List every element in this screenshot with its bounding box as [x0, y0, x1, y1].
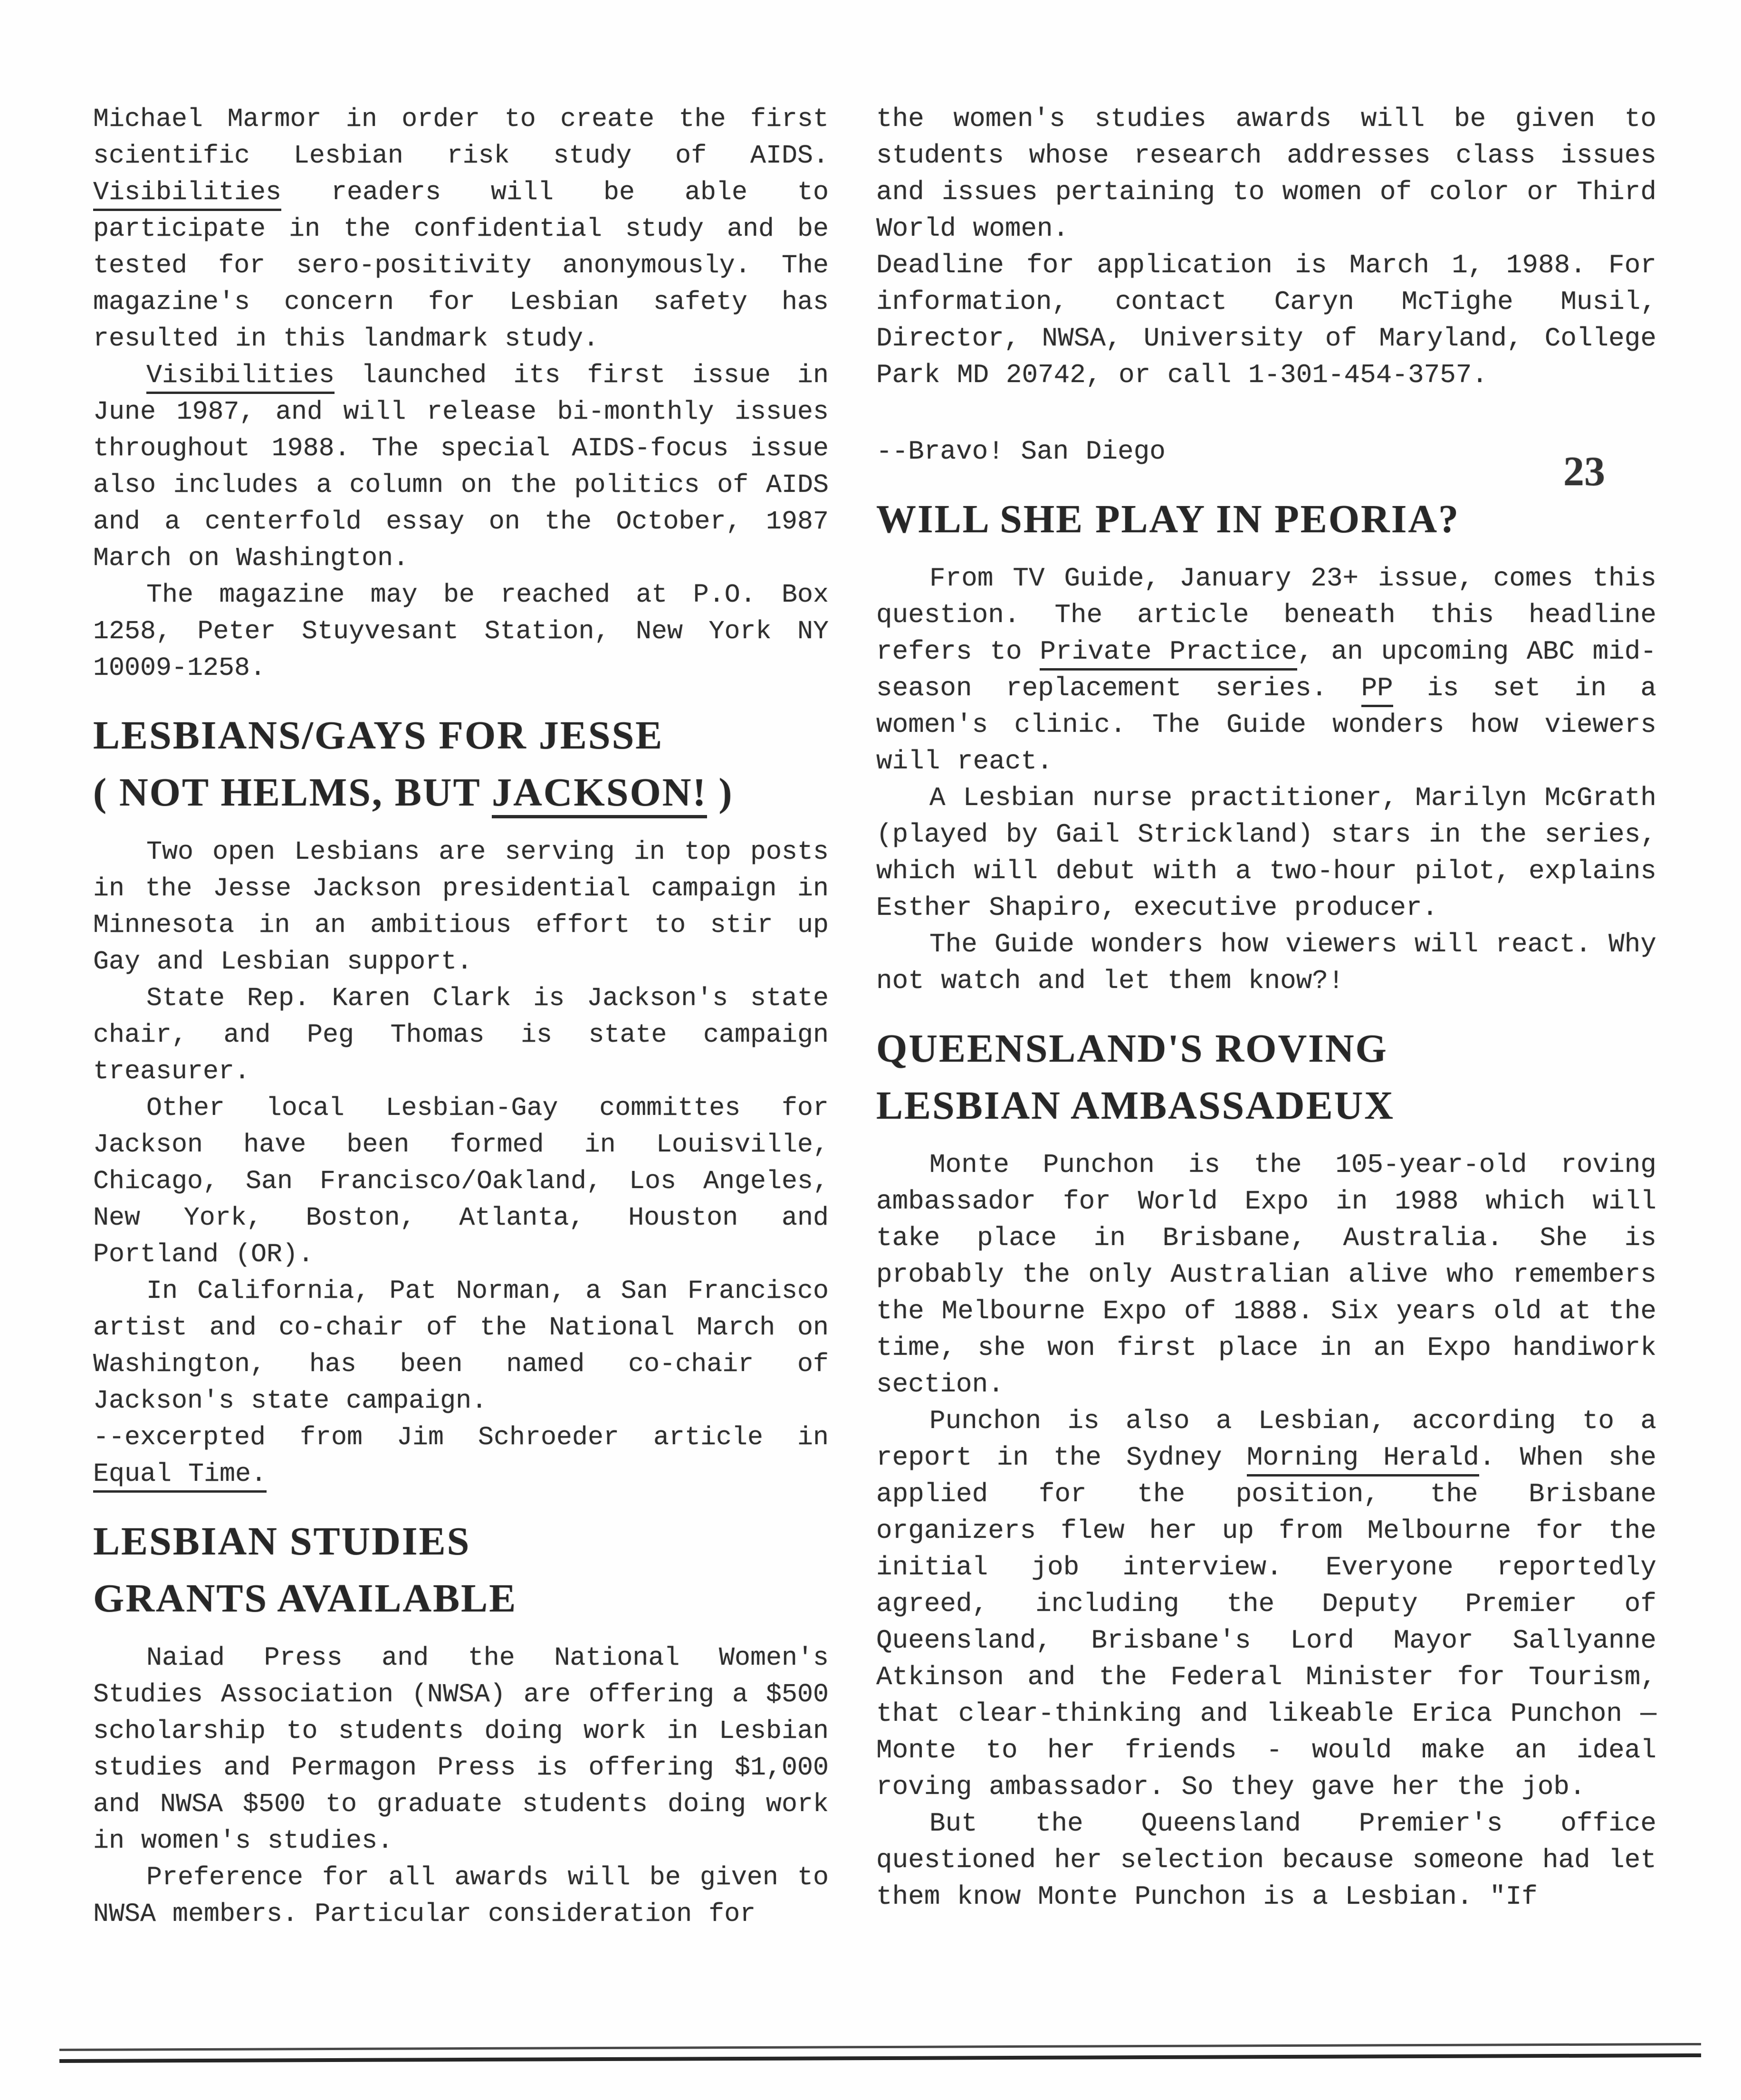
text-segment: Preference for all awards will be given to NWSA members. Particular consideration for [93, 1862, 829, 1929]
text-segment: Two open Lesbians are serving in top posts in the Jesse Jackson presidential campaign in Minnesota in an ambitious effort to stir up Gay and Lesbian support. [93, 837, 829, 977]
heading-line [93, 1570, 829, 1627]
section-heading [93, 1513, 829, 1627]
section-heading [876, 1020, 1656, 1134]
text-segment: The magazine may be reached at P.O. Box 1258, Peter Stuyvesant Station, New York NY 10009-1258. [93, 580, 829, 683]
body-paragraph [876, 101, 1656, 247]
underlined-title-text: Morning Herald [1247, 1442, 1479, 1477]
body-paragraph [876, 247, 1656, 393]
text-segment: Other local Lesbian-Gay committes for Jackson have been formed in Louisville, Chicago, San Francisco/Oakland, Los Angeles, New York, Boston, Atlanta, Houston and Portland (OR). [93, 1093, 829, 1269]
text-segment: State Rep. Karen Clark is Jackson's state chair, and Peg Thomas is state campaign treasurer. [93, 983, 829, 1086]
text-segment: Naiad Press and the National Women's Studies Association (NWSA) are offering a $500 scholarship to students doing work in Lesbian studies and Permagon Press is offering $1,000 and NWSA $500 to graduate students doing work in women's studies. [93, 1643, 829, 1856]
text-segment: is set in a women's clinic. The Guide wonders how viewers will react. [876, 673, 1656, 777]
right-column [876, 101, 1656, 1915]
body-paragraph [876, 1805, 1656, 1915]
text-segment: ( NOT HELMS, BUT [93, 770, 492, 815]
text-segment: From TV Guide, January 23+ issue, comes this question. The article beneath this headline refers to [876, 563, 1656, 667]
heading-line [93, 707, 829, 764]
section-heading [93, 707, 829, 821]
heading-line [93, 764, 829, 821]
attribution-line [876, 433, 1656, 470]
text-segment: LESBIAN STUDIES [93, 1519, 471, 1563]
text-segment: . When she applied for the position, the Brisbane organizers flew her up from Melbourne for the initial job interview. Everyone reportedly agreed, including the Deputy Premier of Queensland, Brisbane's Lord Mayor Sallyanne Atkinson and the Federal Minister for Tourism, that clear-thinking and likeable Erica Punchon —Monte to her friends - would make an ideal roving ambassador. So they gave her the job. [876, 1442, 1656, 1802]
underlined-title-text: Equal Time. [93, 1459, 267, 1493]
text-segment: Monte Punchon is the 105-year-old roving ambassador for World Expo in 1988 which will take place in Brisbane, Australia. She is probably the only Australian alive who remembers the Melbourne Expo of 1888. Six years old at the time, she won first place in an Expo handiwork section. [876, 1150, 1656, 1400]
underlined-title-text: Visibilities [146, 360, 335, 394]
body-paragraph [93, 1273, 829, 1419]
body-paragraph [876, 780, 1656, 926]
text-segment: Michael Marmor in order to create the first scientific Lesbian risk study of AIDS. [93, 104, 829, 171]
underlined-title-text: Visibilities [93, 177, 281, 211]
heading-line [876, 1020, 1656, 1077]
text-segment: ) [707, 770, 734, 815]
text-segment: But the Queensland Premier's office questioned her selection because someone had let them know Monte Punchon is a Lesbian. "If [876, 1808, 1656, 1912]
page-number: 23 [1563, 449, 1605, 495]
section-heading [876, 491, 1656, 548]
text-segment: The Guide wonders how viewers will react. Why not watch and let them know?! [876, 929, 1656, 996]
bottom-rule [59, 2043, 1701, 2063]
text-segment: QUEENSLAND'S ROVING [876, 1026, 1388, 1071]
text-segment: GRANTS AVAILABLE [93, 1576, 517, 1621]
text-segment: launched its first issue in June 1987, and will release bi-monthly issues throughout 1988. The special AIDS-focus issue also includes a column on the politics of AIDS and a centerfold essay on the October, 1987 March on Washington. [93, 360, 829, 573]
body-paragraph [93, 576, 829, 686]
text-segment: LESBIANS/GAYS FOR JESSE [93, 713, 664, 758]
text-segment: In California, Pat Norman, a San Francisco artist and co-chair of the National March on Washington, has been named co-chair of Jackson's state campaign. [93, 1276, 829, 1416]
body-paragraph [93, 980, 829, 1090]
body-paragraph [93, 1419, 829, 1492]
body-paragraph [876, 926, 1656, 999]
text-segment: the women's studies awards will be given to students whose research addresses class issues and issues pertaining to women of color or Third World women. [876, 104, 1656, 244]
underlined-title-text: JACKSON! [492, 770, 707, 818]
text-segment: readers will be able to participate in the confidential study and be tested for sero-positivity anonymously. The magazine's concern for Lesbian safety has resulted in this landmark study. [93, 177, 829, 354]
text-segment: Deadline for application is March 1, 1988. For information, contact Caryn McTighe Musil, Director, NWSA, University of Maryland, College Park MD 20742, or call 1-301-454-3757. [876, 250, 1656, 390]
body-paragraph [876, 1147, 1656, 1403]
text-segment: A Lesbian nurse practitioner, Marilyn McGrath (played by Gail Strickland) stars in the series, which will debut with a two-hour pilot, explains Esther Shapiro, executive producer. [876, 783, 1656, 923]
body-paragraph [93, 1090, 829, 1273]
heading-line [93, 1513, 829, 1570]
body-paragraph [93, 1859, 829, 1932]
body-paragraph [93, 834, 829, 980]
text-segment: --Bravo! San Diego [876, 436, 1166, 467]
text-segment: LESBIAN AMBASSADEUX [876, 1084, 1395, 1128]
body-paragraph [93, 101, 829, 357]
text-segment: , an upcoming ABC mid-season replacement series. [876, 636, 1657, 703]
heading-line [876, 491, 1656, 548]
text-segment: WILL SHE PLAY IN PEORIA? [876, 497, 1460, 541]
underlined-title-text: Private Practice [1040, 636, 1297, 671]
body-paragraph [876, 1403, 1656, 1805]
body-paragraph [93, 357, 829, 576]
left-column [93, 101, 829, 1932]
text-segment: Punchon is also a Lesbian, according to a report in the Sydney [876, 1406, 1656, 1473]
body-paragraph [876, 560, 1656, 780]
heading-line [876, 1077, 1656, 1134]
underlined-title-text: PP [1361, 673, 1393, 707]
text-segment: --excerpted from Jim Schroeder article in [93, 1422, 829, 1452]
body-paragraph [93, 1640, 829, 1859]
